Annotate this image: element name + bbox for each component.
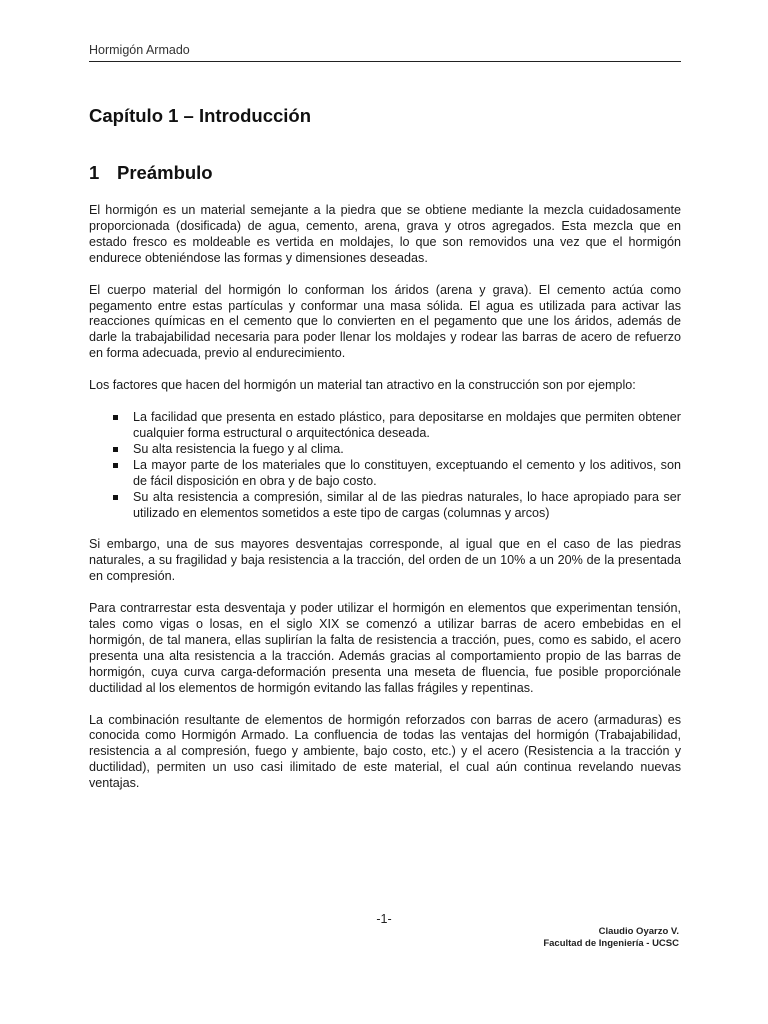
footer-faculty: Facultad de Ingeniería - UCSC xyxy=(543,938,679,949)
paragraph: El hormigón es un material semejante a la piedra que se obtiene mediante la mezcla cuidadosamente proporcionada (dosificada) de agua, cemento, arena, grava y otros agregados. Esta mezcla que en estado fresco es moldeable es vertida en moldajes, lo que son removidos una vez que el hormigón endurece obteniéndose las formas y dimensiones deseadas. xyxy=(89,203,681,265)
list-item-text: La facilidad que presenta en estado plástico, para depositarse en moldajes que permiten obtener cualquier forma estructural o arquitectónica deseada. xyxy=(133,410,681,440)
page-footer xyxy=(543,926,679,950)
paragraph: La combinación resultante de elementos de hormigón reforzados con barras de acero (armaduras) es conocida como Hormigón Armado. La confluencia de todas las ventajas del hormigón (Trabajabilidad, resistencia a al compresión, fuego y ambiente, bajo costo, etc.) y el acero (Resistencia a la tracción y ductilidad), permiten un uso casi ilimitado de este material, el cual aún continua revelando nuevas ventajas. xyxy=(89,712,681,791)
section-title: Preámbulo xyxy=(117,162,213,183)
section-heading xyxy=(89,160,213,186)
chapter-title: Capítulo 1 – Introducción xyxy=(89,105,312,126)
paragraph: Para contrarrestar esta desventaja y poder utilizar el hormigón en elementos que experimentan tensión, tales como vigas o losas, en el siglo XIX se comenzó a utilizar barras de acero embebidas en el hormigón, de tal manera, ellas suplirían la falta de resistencia a tracción, pues, como es sabido, el acero presenta una alta resistencia a la tracción. Además gracias al comportamiento propio de las barras de hormigón, cuya curva carga-deformación presenta una meseta de fluencia, fue posible proporciónale ductilidad al los elementos de hormigón evitando las fallas frágiles y repentinas. xyxy=(89,601,681,695)
paragraph: Si embargo, una de sus mayores desventajas corresponde, al igual que en el caso de las piedras naturales, a su fragilidad y baja resistencia a la tracción, del orden de un 10% a un 20% de la presentada en compresión. xyxy=(89,537,681,584)
body-content xyxy=(89,203,681,808)
list-item-text: Su alta resistencia la fuego y al clima. xyxy=(133,441,344,456)
list-item xyxy=(89,490,681,522)
running-header xyxy=(89,42,681,62)
list-item xyxy=(89,410,681,442)
section-number: 1 xyxy=(89,162,100,183)
running-header-title: Hormigón Armado xyxy=(89,43,190,57)
bullet-icon xyxy=(113,447,118,452)
list-item-text: Su alta resistencia a compresión, similar al de las piedras naturales, lo hace apropiado para ser utilizado en elementos sometidos a este tipo de cargas (columnas y arcos) xyxy=(133,489,681,520)
bullet-icon xyxy=(113,463,118,468)
advantages-list xyxy=(89,410,681,521)
bullet-icon xyxy=(113,495,118,500)
footer-author: Claudio Oyarzo V. xyxy=(598,926,679,937)
paragraph: Los factores que hacen del hormigón un material tan atractivo en la construcción son por ejemplo: xyxy=(89,378,636,393)
list-item xyxy=(89,458,681,490)
paragraph: El cuerpo material del hormigón lo conforman los áridos (arena y grava). El cemento actúa como pegamento entre estas partículas y conformar una masa sólida. El agua es utilizada para activar las reacciones químicas en el cemento que lo convierten en el pegamento que une los áridos, además de darle la trabajabilidad necesaria para poder llenar los moldajes y rodear las barras de acero de refuerzo en forma adecuada, previo al endurecimiento. xyxy=(89,282,681,361)
bullet-icon xyxy=(113,415,118,420)
list-item-text: La mayor parte de los materiales que lo constituyen, exceptuando el cemento y los aditivos, son de fácil disposición en obra y de bajo costo. xyxy=(133,457,681,488)
page-number: -1- xyxy=(376,912,392,926)
list-item xyxy=(89,442,681,458)
